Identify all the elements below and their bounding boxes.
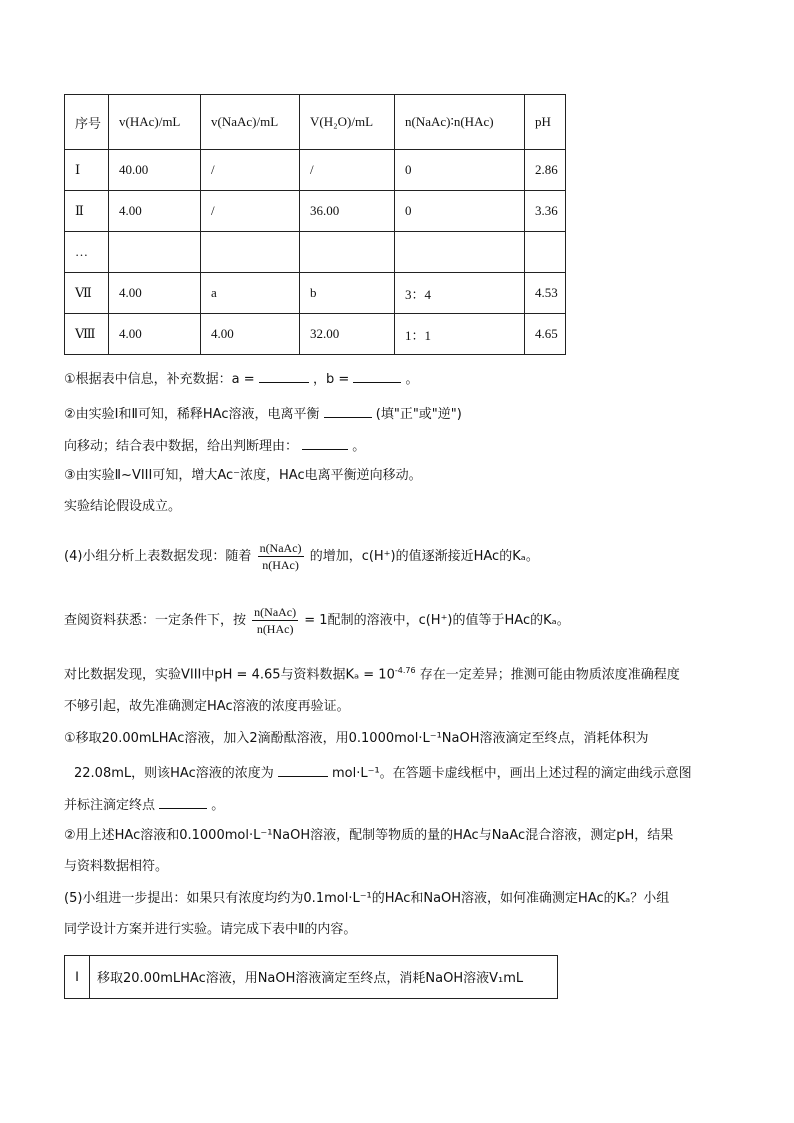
fraction-denominator: n(HAc) xyxy=(256,622,294,636)
paragraph-8: ②用上述HAc溶液和0.1000mol·L⁻¹NaOH溶液，配制等物质的量的HAc与NaAc混合溶液，测定pH，结果 xyxy=(64,828,674,843)
answer-blank[interactable] xyxy=(302,435,348,450)
conclusion: 实验结论假设成立。 xyxy=(64,499,182,514)
text-segment: 对比数据发现，实验VIII中pH = 4.65与资料数据Kₐ = 10 xyxy=(64,667,395,683)
table-cell: 4.00 xyxy=(109,273,201,314)
paragraph-7: ①移取20.00mLHAc溶液，加入2滴酚酞溶液，用0.1000mol·L⁻¹NaOH溶液滴定至终点，消耗体积为 xyxy=(64,731,649,746)
text-segment: ，b = xyxy=(312,372,350,387)
text-segment: mol·L⁻¹。在答题卡虚线框中，画出上述过程的滴定曲线示意图 xyxy=(332,766,692,781)
text-segment: (填"正"或"逆") xyxy=(375,407,462,422)
table-cell: 4.00 xyxy=(201,314,300,355)
paragraph-4 xyxy=(64,540,539,573)
table-cell: Ⅰ xyxy=(65,150,109,191)
table-cell: 3：4 xyxy=(395,273,525,314)
table-cell: Ⅷ xyxy=(65,314,109,355)
paragraph-9-line2: 同学设计方案并进行实验。请完成下表中Ⅱ的内容。 xyxy=(64,922,357,937)
table-header-row xyxy=(65,95,566,150)
paragraph-7-line2 xyxy=(74,762,692,784)
table-cell: 2.86 xyxy=(525,150,566,191)
ratio-fraction xyxy=(252,604,298,637)
header-cell: pH xyxy=(525,95,566,150)
text-segment: ①根据表中信息，补充数据：a = xyxy=(64,372,255,387)
answer-blank[interactable] xyxy=(278,762,328,777)
question-3: ③由实验Ⅱ~VIII可知，增大Ac⁻浓度，HAc电离平衡逆向移动。 xyxy=(64,468,422,483)
header-cell: v(NaAc)/mL xyxy=(201,95,300,150)
text-segment: 并标注滴定终点 xyxy=(64,798,156,813)
table-cell: 1：1 xyxy=(395,314,525,355)
method-table xyxy=(64,955,558,999)
question-2 xyxy=(64,403,462,425)
table-cell: b xyxy=(300,273,395,314)
text-segment: 存在一定差异；推测可能由物质浓度准确程度 xyxy=(419,667,680,683)
table-cell: Ⅶ xyxy=(65,273,109,314)
header-cell: v(HAc)/mL xyxy=(109,95,201,150)
header-cell: 序号 xyxy=(65,95,109,150)
header-cell: n(NaAc)∶n(HAc) xyxy=(395,95,525,150)
table-cell: / xyxy=(201,191,300,232)
table-cell: a xyxy=(201,273,300,314)
table-cell xyxy=(525,232,566,273)
fraction-numerator: n(NaAc) xyxy=(259,541,302,555)
table-row xyxy=(65,232,566,273)
table-cell: 0 xyxy=(395,191,525,232)
table-cell xyxy=(395,232,525,273)
answer-blank-b[interactable] xyxy=(353,368,401,383)
text-segment: = 1配制的溶液中，c(H⁺)的值等于HAc的Kₐ。 xyxy=(304,613,570,628)
experiment-table xyxy=(64,94,566,355)
text-segment: 向移动；结合表中数据，给出判断理由： xyxy=(64,439,299,454)
table-cell: 4.00 xyxy=(109,314,201,355)
text-segment: 。 xyxy=(405,372,419,387)
paragraph-8-line2: 与资料数据相符。 xyxy=(64,859,169,874)
table-cell: 40.00 xyxy=(109,150,201,191)
table-cell: Ⅱ xyxy=(65,191,109,232)
table-cell: 4.53 xyxy=(525,273,566,314)
header-cell: V(H₂O)/mL xyxy=(300,95,395,150)
text-segment: 22.08mL，则该HAc溶液的浓度为 xyxy=(74,766,274,781)
ratio-fraction xyxy=(258,540,304,573)
text-segment: 查阅资料获悉：一定条件下，按 xyxy=(64,613,247,628)
table-cell: 0 xyxy=(395,150,525,191)
table-row xyxy=(65,314,566,355)
paragraph-9: (5)小组进一步提出：如果只有浓度均约为0.1mol·L⁻¹的HAc和NaOH溶液，如何准确测定HAc的Kₐ？小组 xyxy=(64,891,670,906)
table-cell: 36.00 xyxy=(300,191,395,232)
table-cell xyxy=(300,232,395,273)
table-cell: 3.36 xyxy=(525,191,566,232)
paragraph-7-line3 xyxy=(64,794,224,816)
paragraph-5 xyxy=(64,604,570,637)
text-segment: ②由实验Ⅰ和Ⅱ可知，稀释HAc溶液，电离平衡 xyxy=(64,407,320,422)
table-cell xyxy=(109,232,201,273)
table-cell: / xyxy=(300,150,395,191)
fraction-numerator: n(NaAc) xyxy=(254,605,297,619)
table-cell: / xyxy=(201,150,300,191)
fraction-denominator: n(HAc) xyxy=(262,558,299,572)
table-row xyxy=(65,150,566,191)
table-row xyxy=(65,273,566,314)
text-segment: 。 xyxy=(352,439,366,454)
answer-blank-a[interactable] xyxy=(259,368,309,383)
text-segment: 。 xyxy=(211,798,225,813)
text-segment: (4)小组分析上表数据发现：随着 xyxy=(64,549,252,564)
paragraph-6-line2: 不够引起，故先准确测定HAc溶液的浓度再验证。 xyxy=(64,699,350,714)
table-cell: 4.65 xyxy=(525,314,566,355)
table-cell: 4.00 xyxy=(109,191,201,232)
text-segment: 的增加，c(H⁺)的值逐渐接近HAc的Kₐ。 xyxy=(309,549,539,564)
method-index: Ⅰ xyxy=(65,956,90,998)
question-2-line2 xyxy=(64,435,365,457)
answer-blank[interactable] xyxy=(324,403,372,418)
answer-blank[interactable] xyxy=(159,794,207,809)
method-step: 移取20.00mLHAc溶液，用NaOH溶液滴定至终点，消耗NaOH溶液V₁mL xyxy=(97,971,524,986)
table-row xyxy=(65,191,566,232)
exponent: -4.76 xyxy=(394,666,416,675)
table-cell xyxy=(201,232,300,273)
table-cell: … xyxy=(65,232,109,273)
paragraph-6 xyxy=(64,661,680,685)
table-cell: 32.00 xyxy=(300,314,395,355)
question-1 xyxy=(64,368,419,390)
